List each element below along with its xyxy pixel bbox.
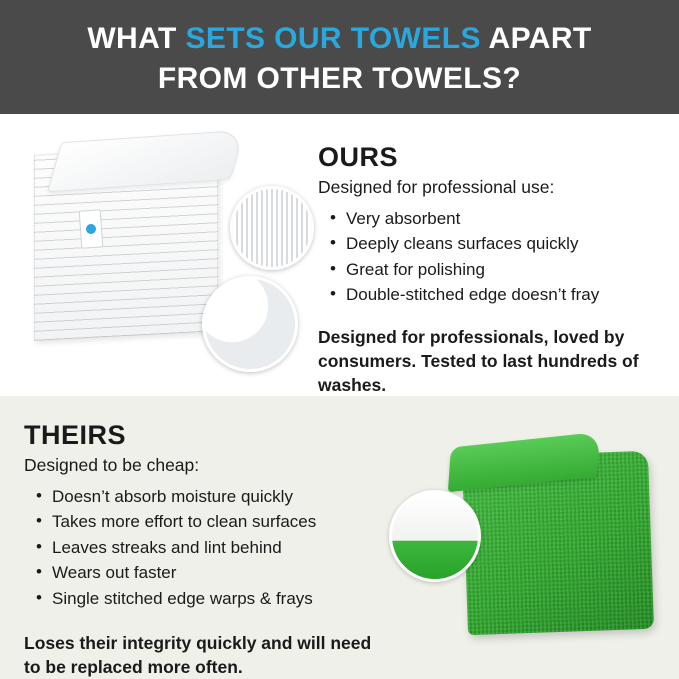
ours-section [0,114,679,396]
ours-image [0,128,318,396]
list-item: • Deeply cleans surfaces quickly [318,231,661,257]
theirs-footer: Loses their integrity quickly and will need to be replaced more often. [24,633,372,677]
fabric-zoom-callout-2 [202,276,298,372]
list-item: • Wears out faster [24,560,387,586]
list-item: • Doesn’t absorb moisture quickly [24,484,387,510]
theirs-bullet-list [24,484,387,612]
theirs-image [387,416,679,679]
ours-footer: Designed for professionals, loved by consumers. Tested to last hundreds of washes. [318,326,639,395]
list-item: • Single stitched edge warps & frays [24,586,387,612]
theirs-section [0,396,679,679]
brand-tag [79,209,104,248]
theirs-text-block [0,416,387,679]
ours-subtitle: Designed for professional use: [318,176,555,197]
fabric-zoom-callout-1 [230,186,314,270]
theirs-title: THEIRS [24,419,127,450]
brand-dot-icon [86,223,97,234]
list-item: • Great for polishing [318,257,661,283]
list-item: • Very absorbent [318,206,661,232]
header-text-part1: WHAT [87,21,186,55]
header-text-highlight: SETS OUR TOWELS [185,21,481,55]
header-line-1 [87,19,591,59]
ours-bullet-list [318,206,661,308]
white-towel-stack-icon [34,150,254,360]
ours-text-block [318,128,679,396]
list-item: • Double-stitched edge doesn’t fray [318,282,661,308]
list-item: • Takes more effort to clean surfaces [24,509,387,535]
header-text-part2: APART [480,21,592,55]
theirs-subtitle: Designed to be cheap: [24,454,200,475]
header-banner [0,0,679,114]
header-line-2: FROM OTHER TOWELS? [157,61,522,95]
ours-title: OURS [318,141,399,172]
list-item: • Leaves streaks and lint behind [24,535,387,561]
green-fabric-zoom-callout [389,490,481,582]
